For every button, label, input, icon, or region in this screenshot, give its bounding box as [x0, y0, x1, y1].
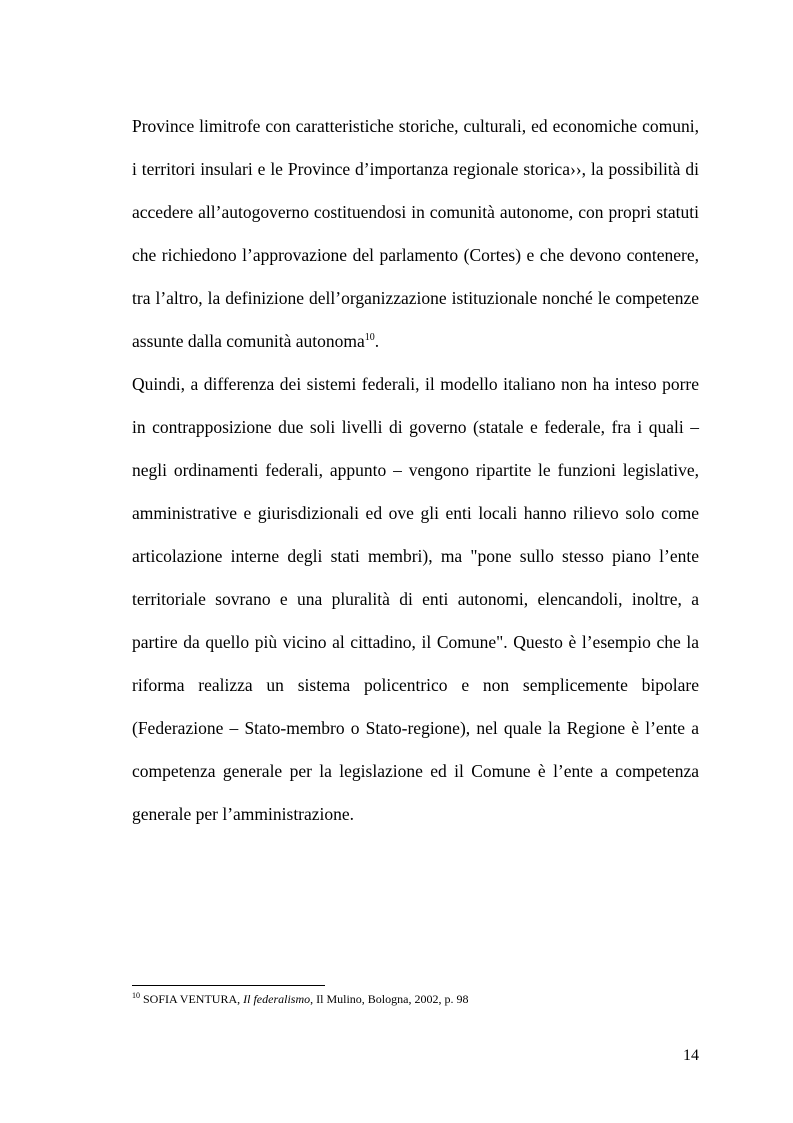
- paragraph-1-text: Province limitrofe con caratteristiche storiche, culturali, ed economiche comuni, i territori insulari e le Province d’importanza regionale storica››, la possibilità di accedere all’autogoverno costituendosi in comunità autonome, con propri statuti che richiedono l’approvazione del parlamento (Cortes) e che devono contenere, tra l’altro, la definizione dell’organizzazione istituzionale nonché le competenze assunte dalla comunità autonoma: [132, 116, 699, 351]
- paragraph-2: Quindi, a differenza dei sistemi federali, il modello italiano non ha inteso porre in contrapposizione due soli livelli di governo (statale e federale, fra i quali – negli ordinamenti federali, appunto – vengono ripartite le funzioni legislative, amministrative e giurisdizionali ed ove gli enti locali hanno rilievo solo come articolazione interne degli stati membri), ma "pone sullo stesso piano l’ente territoriale sovrano e una pluralità di enti autonomi, elencandoli, inoltre, a partire da quello più vicino al cittadino, il Comune". Questo è l’esempio che la riforma realizza un sistema policentrico e non semplicemente bipolare (Federazione – Stato-membro o Stato-regione), nel quale la Regione è l’ente a competenza generale per la legislazione ed il Comune è l’ente a competenza generale per l’amministrazione.: [132, 374, 699, 824]
- page-number: 14: [683, 1047, 699, 1064]
- footnote-separator: [132, 985, 325, 986]
- paragraph-1-end: .: [374, 331, 380, 351]
- paragraph-1: [132, 105, 699, 363]
- footnote-title: Il federalismo: [243, 992, 311, 1006]
- footnote-reference[interactable]: 10: [364, 332, 375, 344]
- footnote-author: SOFIA VENTURA,: [140, 992, 244, 1006]
- footnote-details: , Il Mulino, Bologna, 2002, p. 98: [310, 992, 469, 1006]
- footnote: [132, 992, 699, 1007]
- body-text: [132, 105, 699, 836]
- footnote-number: 10: [132, 991, 140, 1000]
